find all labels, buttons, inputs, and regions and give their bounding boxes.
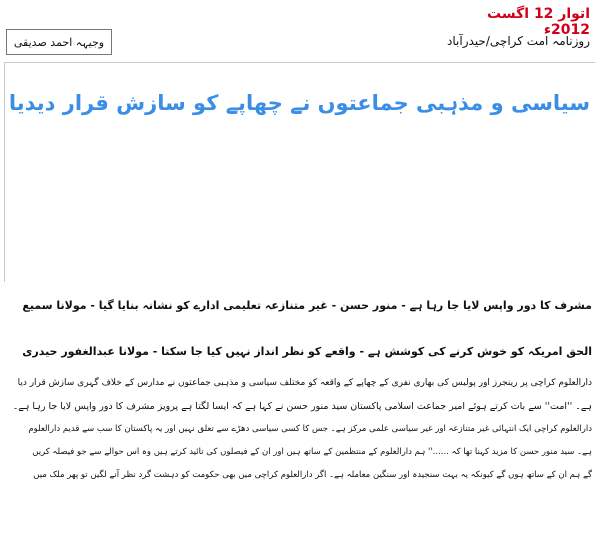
body-line-4: ہے۔ سید منور حسن کا مزید کہنا تھا کہ ......'' ہم دارالعلوم کے منتظمین کے ساتھ ہیں اور ان کے فیصلوں کی تائید کرتے ہیں وہ اس حوالے سے جو فیصلہ کریں [32, 447, 592, 457]
subheadline-1: مشرف کا دور واپس لایا جا رہا ہے - منور حسن - غیر متنازعہ تعلیمی ادارے کو نشانہ بنایا گیا - مولانا سمیع [22, 299, 592, 312]
newspaper-source: روزنامہ امت کراچی/حیدرآباد [447, 34, 590, 48]
body-line-2: ہے۔ ''امت'' سے بات کرتے ہوئے امیر جماعت اسلامی پاکستان سید منور حسن نے کہا ہے کہ ایسا لگتا ہے پرویز مشرف کا دور واپس لایا جا رہا ہے۔ [12, 401, 592, 412]
body-line-5: گے ہم ان کے ساتھ ہوں گے کیونکہ یہ بہت سنجیدہ اور سنگین معاملہ ہے۔ اگر دارالعلوم کراچی میں بھی حکومت کو دہشت گرد نظر آنے لگیں تو پھر ملک میں [33, 470, 592, 480]
author-name: وجیہہ احمد صدیقی [13, 35, 105, 49]
main-headline: سیاسی و مذہبی جماعتوں نے چھاپے کو سازش قرار دیدیا [8, 91, 590, 115]
subheadline-2: الحق امریکہ کو خوش کرنے کی کوشش ہے - واقعے کو نظر انداز نہیں کیا جا سکتا - مولانا عبدالغفور حیدری [22, 345, 592, 358]
body-line-3: دارالعلوم کراچی ایک انتہائی غیر متنازعہ اور غیر سیاسی علمی مرکز ہے۔ جس کا کسی سیاسی دھڑے سے تعلق نہیں اور یہ پاکستان کا سب سے قدیم دارالعلوم [28, 424, 592, 434]
article-body [4, 372, 592, 487]
publication-date: اتوار 12 اگست 2012ء [487, 6, 590, 38]
body-line-1: دارالعلوم کراچی پر رینجرز اور پولیس کی بھاری نفری کے چھاپے کے واقعہ کو مختلف سیاسی و مذہبی جماعتوں نے مدارس کے خلاف گہری سازش قرار دیا [17, 378, 592, 388]
author-byline-box [6, 29, 112, 55]
